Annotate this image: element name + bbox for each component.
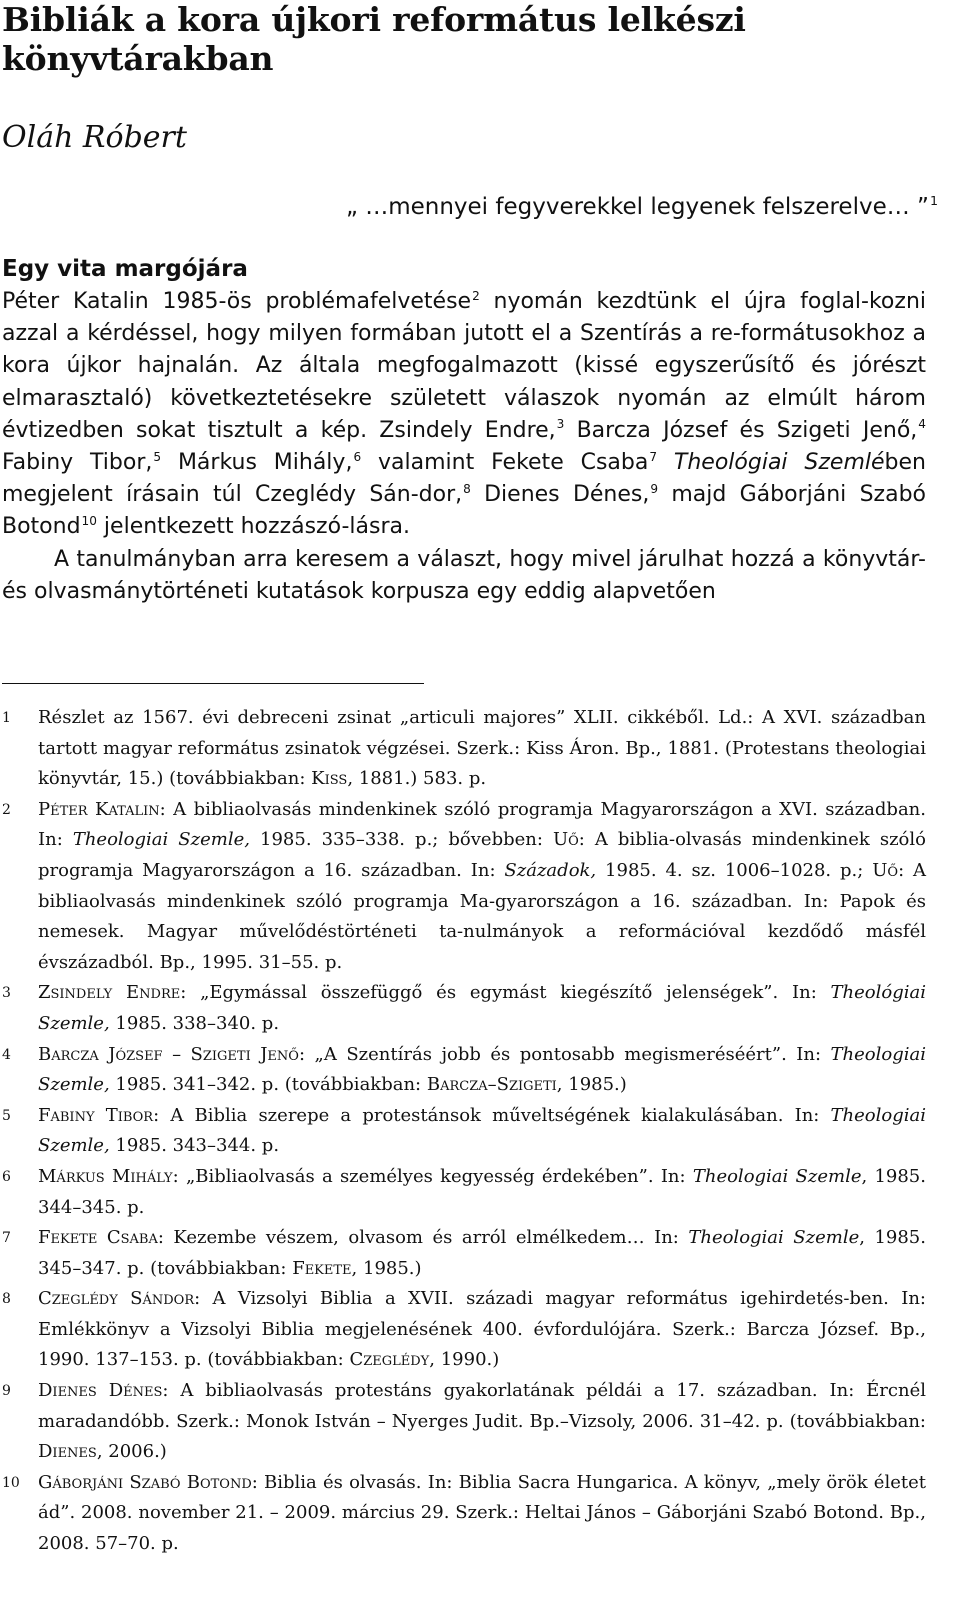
footnote-number: 5 xyxy=(2,1107,11,1124)
footnote-ref[interactable]: 6 xyxy=(353,449,362,464)
footnote-text xyxy=(38,978,926,1039)
text-run: : A biblia-olvasás mindenkinek szóló programja Magyarországon a 16. században. In: xyxy=(38,829,926,881)
text-run: 1985. 338–340. p. xyxy=(109,1012,280,1034)
text-run: ben megjelent írásain túl Czeglédy Sán-dor, xyxy=(2,450,926,508)
author-name: Zsindely Endre xyxy=(38,982,181,1004)
author-name: Fekete xyxy=(292,1257,352,1279)
footnote-text xyxy=(38,1223,926,1284)
text-run: , 1985.) xyxy=(556,1074,627,1096)
italic-text: Theologiai Szemle xyxy=(688,1227,860,1249)
text-run: Márkus Mihály, xyxy=(161,450,353,476)
italic-text: Theológiai Szemlé xyxy=(673,450,885,476)
footnote-ref[interactable]: 10 xyxy=(81,513,97,528)
body-text xyxy=(2,286,926,608)
footnote-text xyxy=(38,1376,926,1468)
article-title: Bibliák a kora újkori református lelkészi könyvtárakban xyxy=(2,0,746,78)
author-name: Czeglédy xyxy=(349,1349,430,1371)
body-paragraph xyxy=(2,286,926,544)
epigraph-footnote-ref[interactable]: 1 xyxy=(929,193,938,209)
footnote-item xyxy=(2,978,926,1039)
footnote-ref[interactable]: 7 xyxy=(649,449,658,464)
footnote-number: 6 xyxy=(2,1168,11,1185)
epigraph xyxy=(346,192,938,222)
text-run: Péter Katalin 1985-ös problémafelvetése xyxy=(2,289,472,314)
text-run: , 1985.) xyxy=(351,1257,422,1279)
text-run: : Biblia és olvasás. In: Biblia Sacra Hungarica. A könyv, „mely örök életet ád”. 2008. november 21. – 2009. március 29. Szerk.: Heltai János – Gáborjáni Szabó Botond. Bp., 2008. 57–70. p. xyxy=(38,1471,926,1555)
footnote-item xyxy=(2,1468,926,1560)
footnote-number: 3 xyxy=(2,985,11,1002)
author-name: Fekete Csaba xyxy=(38,1227,158,1249)
author-name: Fabiny Tibor xyxy=(38,1104,154,1126)
text-run: , 1990.) xyxy=(429,1349,500,1371)
footnote-number: 10 xyxy=(2,1474,20,1491)
footnote-text xyxy=(38,703,926,795)
footnotes-list xyxy=(2,703,926,1560)
article-author: Oláh Róbert xyxy=(2,120,187,155)
italic-text: Theologiai Szemle, xyxy=(38,1043,926,1096)
text-run: majd Gáborjáni Szabó Botond xyxy=(2,482,926,540)
footnote-number: 7 xyxy=(2,1230,11,1247)
italic-text: Theologiai Szemle xyxy=(692,1165,862,1187)
footnote-ref[interactable]: 9 xyxy=(650,481,659,496)
footnote-text xyxy=(38,795,926,979)
text-run: : „Egymással összefüggő és egymást kiegészítő jelenségek”. In: xyxy=(180,982,831,1004)
footnote-text xyxy=(38,1162,926,1223)
text-run: , 2006.) xyxy=(96,1441,167,1463)
text-run: Részlet az 1567. évi debreceni zsinat „articuli majores” XLII. cikkéből. Ld.: A XVI. században tartott magyar református zsinatok végzései. Szerk.: Kiss Áron. Bp., 1881. (Protestans theologiai könyvtár, 15.) (továbbiakban: xyxy=(38,707,926,790)
footnote-number: 4 xyxy=(2,1046,11,1063)
footnote-text xyxy=(38,1040,926,1101)
body-paragraph xyxy=(2,544,926,608)
text-run: : Kezembe vészem, olvasom és arról elmélkedem… In: xyxy=(157,1227,689,1249)
text-run: 1985. 335–338. p.; bővebben: xyxy=(249,829,553,851)
author-name: Uő xyxy=(552,829,579,851)
italic-text: Századok, xyxy=(504,859,597,881)
text-run: , 1985. 344–345. p. xyxy=(38,1165,926,1218)
italic-text: Theológiai Szemle, xyxy=(38,982,926,1034)
author-name: Uő xyxy=(872,859,899,881)
footnote-item xyxy=(2,1223,926,1284)
text-run: A tanulmányban arra keresem a választ, hogy mivel járulhat hozzá a könyvtár- és olvasmánytörténeti kutatások korpusza egy eddig alapvetően xyxy=(2,546,926,604)
text-run: , 1985. 345–347. p. (továbbiakban: xyxy=(38,1227,926,1279)
footnote-item xyxy=(2,1040,926,1101)
text-run: : „A Szentírás jobb és pontosabb megismeréséért”. In: xyxy=(298,1043,831,1065)
footnote-item xyxy=(2,1376,926,1468)
footnote-item xyxy=(2,1101,926,1162)
text-run: nyomán kezdtünk el újra foglal-kozni azzal a kérdéssel, hogy milyen formában jutott el a Szentírás a re-formátusokhoz a kora újkor hajnalán. Az általa megfogalmazott (kissé egyszerűsítő és jórészt elmarasztaló) következtetésekre született válaszok nyomán az elmúlt három évtizedben sokat tisztult a kép. Zsindely Endre, xyxy=(2,289,926,443)
author-name: Péter Katalin xyxy=(38,798,160,820)
author-name: Dienes xyxy=(38,1441,97,1463)
footnote-ref[interactable]: 5 xyxy=(153,449,162,464)
author-name: Dienes Dénes xyxy=(38,1380,163,1402)
author-name: Márkus Mihály xyxy=(38,1165,173,1187)
footnote-text xyxy=(38,1284,926,1376)
text-run: Dienes Dénes, xyxy=(470,482,650,508)
footnote-number: 1 xyxy=(2,710,11,726)
section-heading: Egy vita margójára xyxy=(2,256,248,282)
footnote-number: 2 xyxy=(2,801,11,818)
text-run: : A Biblia szerepe a protestánsok műveltségének kialakulásában. In: xyxy=(153,1104,831,1126)
footnote-ref[interactable]: 2 xyxy=(472,288,480,303)
text-run: jelentkezett hozzászó-lásra. xyxy=(96,514,410,540)
footnote-item xyxy=(2,1162,926,1223)
footnote-item xyxy=(2,703,926,795)
text-run: 1985. 4. sz. 1006–1028. p.; xyxy=(596,859,873,881)
footnote-number: 8 xyxy=(2,1291,11,1308)
text-run: : „Bibliaolvasás a személyes kegyesség érdekében”. In: xyxy=(172,1165,693,1187)
footnote-text xyxy=(38,1468,926,1560)
footnote-number: 9 xyxy=(2,1383,11,1400)
footnote-text xyxy=(38,1101,926,1162)
author-name: Gáborjáni Szabó Botond xyxy=(38,1471,252,1493)
text-run: : A bibliaolvasás mindenkinek szóló programja Ma-gyarországon a 16. században. In: Papok és nemesek. Magyar művelődéstörténeti ta-nulmányok a reformációval kezdődő másfél évszázadból. Bp., 1995. 31–55. p. xyxy=(38,859,927,973)
author-name: Kiss xyxy=(311,768,348,790)
text-run: 1985. 343–344. p. xyxy=(109,1135,280,1157)
text-run: 1985. 341–342. p. (továbbiakban: xyxy=(109,1074,427,1096)
footnote-ref[interactable]: 8 xyxy=(463,481,471,496)
text-run: : A Vizsolyi Biblia a XVII. századi magyar református igehirdetés-ben. In: Emlékkönyv a Vizsolyi Biblia megjelenésének 400. évfordulójára. Szerk.: Barcza József. Bp., 1990. 137–153. p. (továbbiakban: xyxy=(38,1288,926,1371)
author-name: Barcza–Szigeti xyxy=(426,1074,557,1096)
text-run xyxy=(657,450,674,475)
text-run: valamint Fekete Csaba xyxy=(361,450,649,476)
footnote-item xyxy=(2,1284,926,1376)
text-run: : A bibliaolvasás mindenkinek szóló programja Magyarországon a XVI. században. In: xyxy=(38,798,926,851)
footnote-separator xyxy=(2,683,424,684)
text-run: Barcza József és Szigeti Jenő, xyxy=(564,417,918,443)
italic-text: Theologiai Szemle, xyxy=(72,829,250,851)
text-run: , 1881.) 583. p. xyxy=(347,768,487,790)
italic-text: Theologiai Szemle, xyxy=(38,1104,926,1157)
epigraph-text: „ …mennyei fegyverekkel legyenek felszerelve… ” xyxy=(345,194,929,220)
author-name: Barcza József – Szigeti Jenő xyxy=(38,1043,299,1065)
text-run: : A bibliaolvasás protestáns gyakorlatának példái a 17. században. In: Ércnél maradandóbb. Szerk.: Monok István – Nyerges Judit. Bp.–Vizsoly, 2006. 31–42. p. (továbbiakban: xyxy=(38,1380,926,1432)
footnote-item xyxy=(2,795,926,979)
footnote-ref[interactable]: 3 xyxy=(556,417,565,432)
footnote-ref[interactable]: 4 xyxy=(918,417,926,432)
text-run: Fabiny Tibor, xyxy=(2,450,153,476)
author-name: Czeglédy Sándor xyxy=(38,1288,195,1310)
